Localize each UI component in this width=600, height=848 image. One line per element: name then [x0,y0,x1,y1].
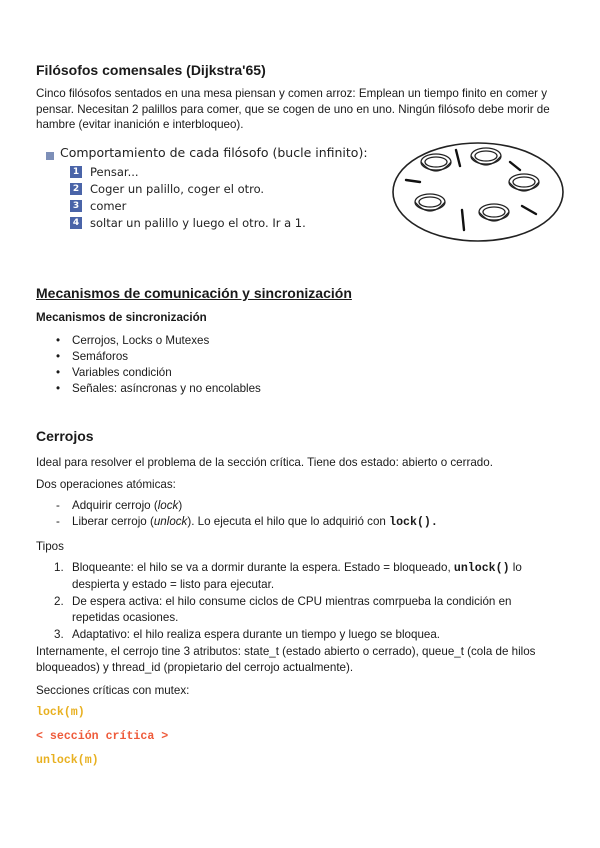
op-term: unlock [153,514,188,528]
section-title-philosophers: Filósofos comensales (Dijkstra'65) [36,62,266,78]
list-item: • Cerrojos, Locks o Mutexes [36,333,536,349]
list-number: 3. [54,628,64,641]
step-number-badge: 4 [70,217,82,229]
slide-step [70,198,126,214]
op-text: Liberar cerrojo ( [72,514,154,528]
list-item [36,594,546,625]
list-item: • Semáforos [36,349,536,365]
list-item [36,627,546,643]
op-text: ) [178,499,183,512]
code-unlock: unlock(m) [36,754,99,767]
list-item [36,514,566,531]
type-text: Bloqueante: el hilo se va a dormir durante la espera. Estado = bloqueado, [72,561,454,574]
type-text: Adaptativo: el hilo realiza espera durante un tiempo y luego se bloquea. [72,628,441,641]
step-text: Pensar... [90,165,139,179]
type-text: lo despierta y estado = listo para ejecutar. [72,561,522,591]
op-text: ). Lo ejecuta el hilo que lo adquirió con [187,514,390,528]
slide-bullet-icon [46,152,54,160]
list-item: • Señales: asíncronas y no encolables [36,381,536,397]
lock-types-list [36,560,546,645]
dining-table-illustration [390,140,566,244]
section-title-cerrojos: Cerrojos [36,428,94,444]
op-term: lock [157,499,179,512]
sync-mechanisms-list [36,333,536,397]
tipos-label: Tipos [36,540,64,553]
step-text: comer [90,199,127,213]
internals-paragraph: Internamente, el cerrojo tine 3 atributos: state_t (estado abierto o cerrado), queue_t (cola de hilos bloqueados) y thread_id (propietario del cerrojo actualmente). [36,645,536,674]
list-number: 2. [54,595,64,608]
code-critical-section: < sección crítica > [36,730,169,743]
inline-code: lock(). [389,515,438,529]
slide-step [70,181,264,197]
slide-step [70,164,139,180]
mutex-label: Secciones críticas con mutex: [36,684,190,697]
slide-step [70,215,306,231]
intro-paragraph: Cinco filósofos sentados en una mesa piensan y comen arroz: Emplean un tiempo finito en comer y pensar. Necesitan 2 palillos para comer, que se cogen de uno en uno. Ningún filósofo debe morir de hambre (evitar inanición e interbloqueo). [36,87,550,131]
list-number: 1. [54,561,64,574]
op-text: Adquirir cerrojo ( [72,499,158,512]
inline-code: unlock() [453,562,510,575]
type-text: De espera activa: el hilo consume ciclos de CPU mientras comrpueba la condición en repetidas ocasiones. [72,595,512,624]
step-text: Coger un palillo, coger el otro. [90,182,265,196]
code-lock: lock(m) [36,706,85,719]
step-number-badge: 3 [70,200,82,212]
list-item [36,498,566,514]
paragraph: Ideal para resolver el problema de la sección crítica. Tiene dos estado: abierto o cerrado. [36,456,493,469]
step-number-badge: 2 [70,183,82,195]
section-title-mechanisms: Mecanismos de comunicación y sincronización [36,285,352,301]
atomic-operations-list [36,498,566,530]
list-item: • Variables condición [36,365,536,381]
paragraph: Dos operaciones atómicas: [36,478,176,491]
slide-heading: Comportamiento de cada filósofo (bucle infinito): [60,145,368,160]
step-number-badge: 1 [70,166,82,178]
step-text: soltar un palillo y luego el otro. Ir a 1. [90,216,306,230]
subsection-title-sync: Mecanismos de sincronización [36,311,207,324]
list-item [36,560,546,592]
